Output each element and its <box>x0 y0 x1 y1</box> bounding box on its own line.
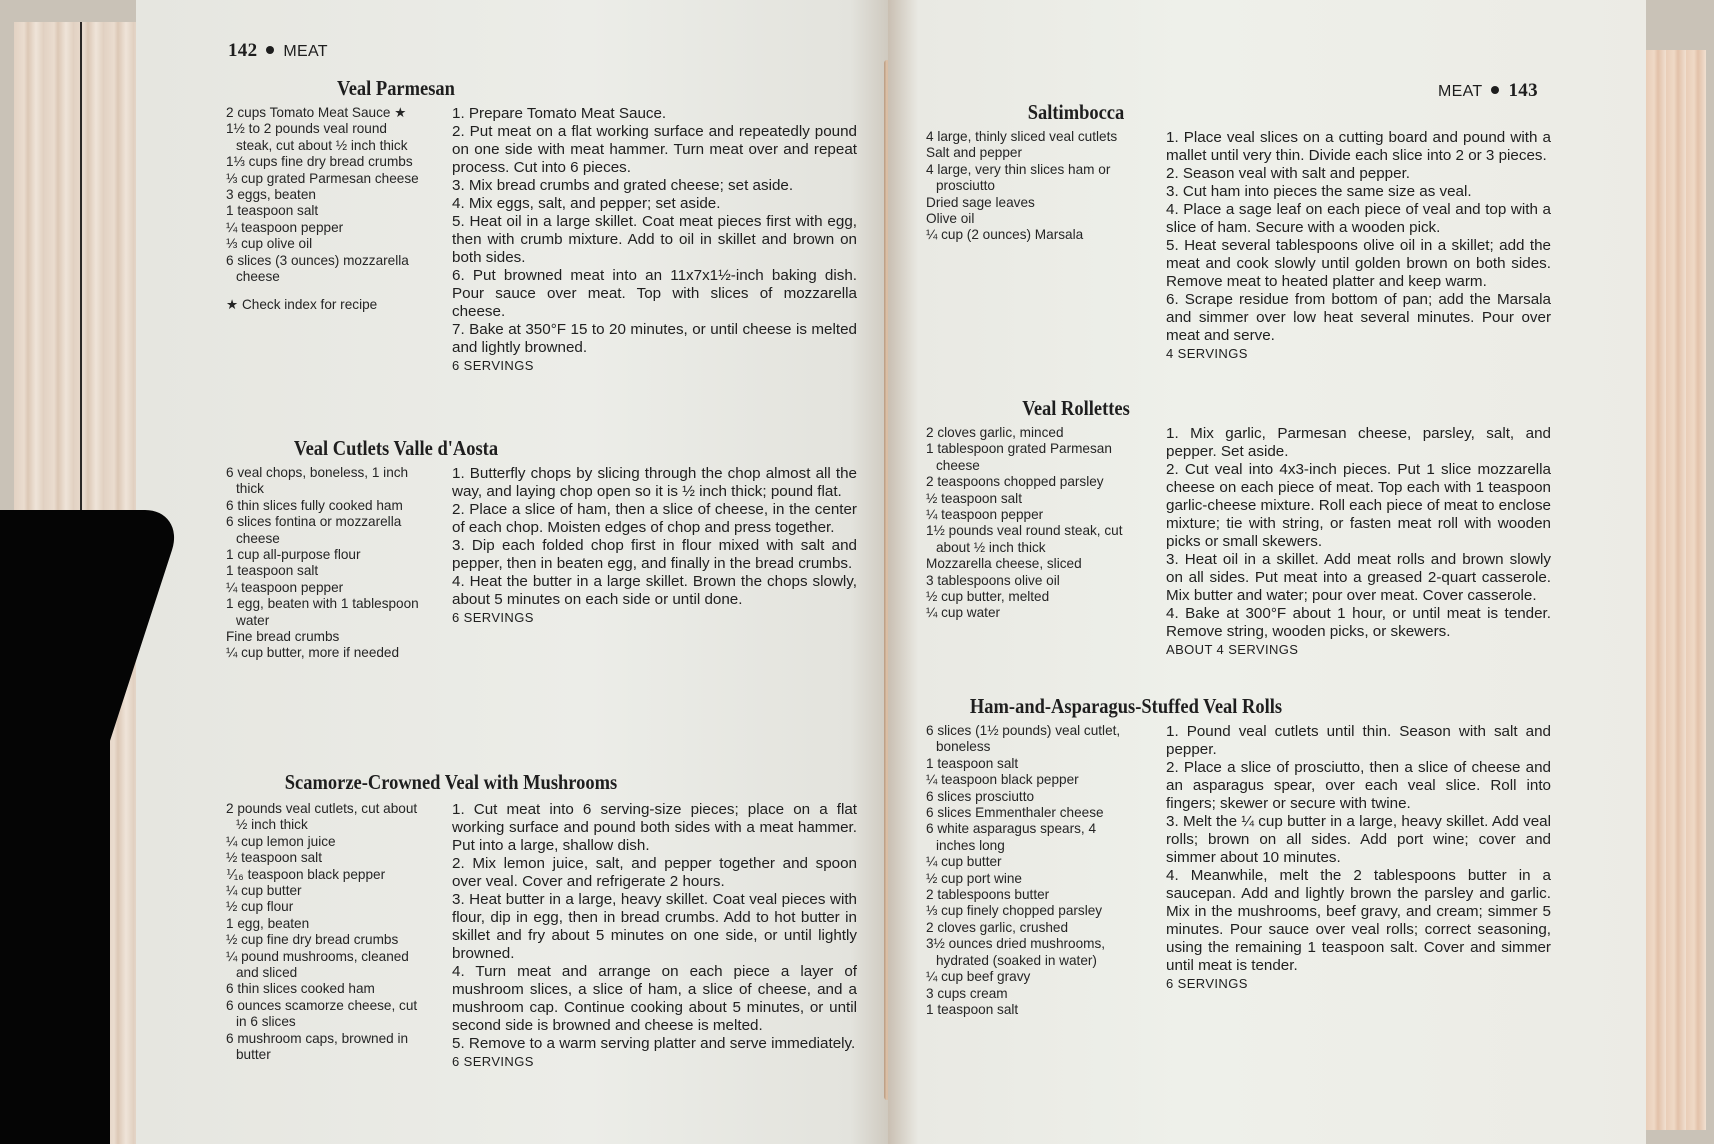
ingredient: 6 white asparagus spears, 4 inches long <box>926 821 1097 853</box>
ingredient: ¼ cup butter <box>926 854 1002 870</box>
ingredient: ¼ cup butter <box>226 883 302 899</box>
step-list <box>1166 425 1551 659</box>
step: 7. Bake at 350°F 15 to 20 minutes, or until cheese is melted and lightly browned. <box>452 321 857 356</box>
ingredient: 1½ pounds veal round steak, cut about ½ inch thick <box>926 523 1123 555</box>
ingredient: ⅓ cup grated Parmesan cheese <box>226 170 419 186</box>
step: 4. Heat the butter in a large skillet. Brown the chops slowly, about 5 minutes on each side or until done. <box>452 573 857 608</box>
bullet-icon <box>266 46 274 54</box>
left-page <box>136 0 888 1144</box>
recipe-title: Scamorze-Crowned Veal with Mushrooms <box>284 770 618 794</box>
right-page <box>888 0 1646 1144</box>
ingredient: 4 large, very thin slices ham or prosciutto <box>926 161 1111 194</box>
ingredient: ¼ pound mushrooms, cleaned and sliced <box>226 948 409 981</box>
ingredient: Olive oil <box>926 211 975 227</box>
ingredient: ⅟₁₆ teaspoon black pepper <box>226 866 386 882</box>
recipe-title: Veal Cutlets Valle d'Aosta <box>293 436 499 460</box>
step: 1. Butterfly chops by slicing through the chop almost all the way, and laying chop open so it is ½ inch thick; pound flat. <box>452 465 857 500</box>
ingredient: 6 slices (3 ounces) mozzarella cheese <box>226 252 409 285</box>
step: 2. Mix lemon juice, salt, and pepper together and spoon over veal. Cover and refrigerate 2 hours. <box>452 855 857 890</box>
recipe-title: Veal Parmesan <box>337 76 455 100</box>
servings: 6 SERVINGS <box>1166 976 1248 991</box>
step: 4. Bake at 300°F about 1 hour, or until meat is tender. Remove string, wooden picks, or skewers. <box>1166 605 1551 640</box>
step: 6. Put browned meat into an 11x7x1½-inch baking dish. Pour sauce over meat. Top with slices of mozzarella cheese. <box>452 267 857 320</box>
step: 5. Heat oil in a large skillet. Coat meat pieces first with egg, then with crumb mixture. Add to oil in skillet and brown on both sides. <box>452 213 857 266</box>
step: 4. Mix eggs, salt, and pepper; set aside. <box>452 195 721 212</box>
recipe-ham-asparagus-veal-rolls <box>926 694 1606 1018</box>
step: 2. Put meat on a flat working surface and repeatedly pound on one side with meat hammer. Turn meat over and repeat process. Cut into 6 pieces. <box>452 123 857 176</box>
step: 3. Heat butter in a large, heavy skillet. Coat veal pieces with flour, dip in egg, then in bread crumbs. Add to hot butter in skillet and fry about 5 minutes on one side, or until lightly browned. <box>452 891 857 962</box>
section-name: MEAT <box>283 43 328 60</box>
ingredient: 2 pounds veal cutlets, cut about ½ inch thick <box>226 801 418 833</box>
ingredient: ¼ teaspoon pepper <box>926 507 1044 523</box>
bullet-icon <box>1491 86 1499 94</box>
ingredient: 1½ to 2 pounds veal round steak, cut about ½ inch thick <box>226 121 408 153</box>
ingredient-list <box>926 425 1126 659</box>
section-name: MEAT <box>1438 83 1483 100</box>
step: 4. Meanwhile, melt the 2 tablespoons butter in a saucepan. Add and lightly brown the parsley and garlic. Mix in the mushrooms, beef gravy, and cream; simmer 5 minutes. Pour sauce over veal rolls; correct seasoning, using the remaining 1 teaspoon salt. Cover and simmer until meat is tender. <box>1166 867 1551 974</box>
step: 2. Place a slice of ham, then a slice of cheese, in the center of each chop. Moisten edges of chop and press together. <box>452 501 857 536</box>
ingredient: 2 cups Tomato Meat Sauce ★ <box>226 105 407 120</box>
ingredient: 1 tablespoon grated Parmesan cheese <box>926 441 1112 473</box>
step: 1. Cut meat into 6 serving-size pieces; place on a flat working surface and pound both sides with a meat hammer. Put into a large, shallow dish. <box>452 801 857 854</box>
ingredient: Fine bread crumbs <box>226 629 340 645</box>
ingredient: ¼ cup lemon juice <box>226 833 336 849</box>
ingredient: 2 teaspoons chopped parsley <box>926 474 1104 490</box>
ingredient: 1 teaspoon salt <box>226 203 319 219</box>
step: 3. Melt the ¼ cup butter in a large, heavy skillet. Add veal rolls; brown on all sides. Add port wine; cover and simmer about 10 minutes. <box>1166 813 1551 866</box>
right-running-head <box>1438 80 1538 102</box>
ingredient: ½ cup butter, melted <box>926 589 1050 605</box>
step: 3. Cut ham into pieces the same size as veal. <box>1166 183 1472 200</box>
recipe-title: Saltimbocca <box>1027 100 1125 124</box>
ingredient: Salt and pepper <box>926 145 1022 161</box>
ingredient: 2 cloves garlic, minced <box>926 425 1064 440</box>
servings: 4 SERVINGS <box>1166 346 1248 361</box>
recipe-veal-cutlets-valle-daosta <box>226 436 886 662</box>
step: 2. Season veal with salt and pepper. <box>1166 165 1411 182</box>
ingredient: 6 mushroom caps, browned in butter <box>226 1030 409 1063</box>
ingredient: 3 tablespoons olive oil <box>926 572 1060 588</box>
ingredient: 2 cloves garlic, crushed <box>926 919 1069 935</box>
step: 2. Cut veal into 4x3-inch pieces. Put 1 slice mozzarella cheese on each piece of meat. Top each with 1 teaspoon garlic-cheese mixture. Roll each piece of meat to enclose mixture; tie with string, or fasten meat roll with wooden picks or small skewers. <box>1166 461 1551 550</box>
step-list <box>452 105 857 375</box>
step-list <box>1166 129 1551 363</box>
recipe-veal-rollettes <box>926 396 1606 659</box>
ingredient: ½ cup port wine <box>926 870 1022 886</box>
ingredient: 6 thin slices cooked ham <box>226 981 375 997</box>
ingredient: ⅓ cup finely chopped parsley <box>926 903 1103 919</box>
ingredient: Mozzarella cheese, sliced <box>926 556 1082 572</box>
step: 6. Scrape residue from bottom of pan; add the Marsala and simmer over low heat several minutes. Pour over meat and serve. <box>1166 291 1551 344</box>
ingredient: 6 veal chops, boneless, 1 inch thick <box>226 465 409 497</box>
ingredient: 6 slices Emmenthaler cheese <box>926 805 1104 821</box>
step: 1. Place veal slices on a cutting board and pound with a mallet until very thin. Divide each slice into 2 or 3 pieces. <box>1166 129 1551 164</box>
recipe-saltimbocca <box>926 100 1606 363</box>
ingredient: Dried sage leaves <box>926 194 1035 210</box>
right-page-edges <box>1646 50 1706 1130</box>
step: 3. Heat oil in a skillet. Add meat rolls and brown slowly on all sides. Put meat into a greased 2-quart casserole. Mix butter and water; pour over meat. Cover casserole. <box>1166 551 1551 604</box>
page-number: 143 <box>1508 80 1538 101</box>
ingredient: 1 egg, beaten <box>226 915 310 931</box>
step: 1. Pound veal cutlets until thin. Season with salt and pepper. <box>1166 723 1551 758</box>
step-list <box>452 801 857 1071</box>
ingredient: 2 tablespoons butter <box>926 887 1050 903</box>
ingredient: 6 slices fontina or mozzarella cheese <box>226 514 402 546</box>
step: 4. Place a sage leaf on each piece of veal and top with a slice of ham. Secure with a wooden pick. <box>1166 201 1551 236</box>
ingredient-list <box>226 465 426 662</box>
servings: 6 SERVINGS <box>452 610 534 625</box>
footnote: ★ Check index for recipe <box>226 297 378 313</box>
ingredient: 4 large, thinly sliced veal cutlets <box>926 129 1118 144</box>
ingredient: 3 cups cream <box>926 985 1008 1001</box>
thumb-holding-page-base <box>0 600 110 1144</box>
servings: 6 SERVINGS <box>452 1054 534 1069</box>
ingredient: 6 slices prosciutto <box>926 788 1035 804</box>
ingredient-list <box>226 801 426 1071</box>
ingredient: 1 teaspoon salt <box>226 563 319 579</box>
ingredient: 1⅓ cups fine dry bread crumbs <box>226 154 413 170</box>
step-list <box>1166 723 1551 1018</box>
step-list <box>452 465 857 662</box>
step: 2. Place a slice of prosciutto, then a slice of cheese and an asparagus spear, over each veal slice. Roll into fingers; skewer or secure with twine. <box>1166 759 1551 812</box>
recipe-title: Veal Rollettes <box>1022 396 1130 420</box>
ingredient: 1 teaspoon salt <box>926 755 1019 771</box>
servings: ABOUT 4 SERVINGS <box>1166 642 1299 657</box>
ingredient: ½ cup flour <box>226 899 294 915</box>
ingredient: ½ cup fine dry bread crumbs <box>226 932 399 948</box>
ingredient-list <box>926 129 1126 363</box>
ingredient: ¼ cup (2 ounces) Marsala <box>926 227 1084 243</box>
ingredient: 6 slices (1½ pounds) veal cutlet, boneless <box>926 723 1121 755</box>
step: 1. Prepare Tomato Meat Sauce. <box>452 105 667 122</box>
ingredient: ½ teaspoon salt <box>926 490 1022 506</box>
ingredient: ¼ cup water <box>926 605 1001 621</box>
recipe-title: Ham-and-Asparagus-Stuffed Veal Rolls <box>969 694 1283 718</box>
step: 3. Mix bread crumbs and grated cheese; set aside. <box>452 177 794 194</box>
step: 5. Heat several tablespoons olive oil in a skillet; add the meat and cook slowly until golden brown on both sides. Remove meat to heated platter and keep warm. <box>1166 237 1551 290</box>
servings: 6 SERVINGS <box>452 358 534 373</box>
recipe-scamorze-crowned-veal <box>226 770 886 1071</box>
step: 1. Mix garlic, Parmesan cheese, parsley, salt, and pepper. Set aside. <box>1166 425 1551 460</box>
ingredient: ½ teaspoon salt <box>226 850 322 866</box>
ingredient: 1 egg, beaten with 1 tablespoon water <box>226 596 419 628</box>
page-number: 142 <box>228 40 258 61</box>
ingredient: 6 thin slices fully cooked ham <box>226 497 403 513</box>
ingredient: 1 cup all-purpose flour <box>226 547 361 563</box>
ingredient: ¼ teaspoon pepper <box>226 579 344 595</box>
ingredient: 3 eggs, beaten <box>226 187 316 203</box>
ingredient: ¼ cup butter, more if needed <box>226 645 400 661</box>
recipe-veal-parmesan <box>226 76 886 375</box>
ingredient: 6 ounces scamorze cheese, cut in 6 slices <box>226 997 418 1030</box>
step: 3. Dip each folded chop first in flour mixed with salt and pepper, then in beaten egg, and finally in the bread crumbs. <box>452 537 857 572</box>
ingredient: 3½ ounces dried mushrooms, hydrated (soaked in water) <box>926 936 1106 968</box>
ingredient-list <box>926 723 1126 1018</box>
ingredient-list <box>226 105 426 375</box>
ingredient: 1 teaspoon salt <box>926 1001 1019 1017</box>
ingredient: ⅓ cup olive oil <box>226 236 313 252</box>
ingredient: ¼ teaspoon pepper <box>226 219 344 235</box>
left-running-head <box>228 40 328 62</box>
step: 5. Remove to a warm serving platter and serve immediately. <box>452 1035 856 1052</box>
ingredient: ¼ teaspoon black pepper <box>926 772 1079 788</box>
step: 4. Turn meat and arrange on each piece a layer of mushroom slices, a slice of ham, a slice of cheese, and a mushroom cap. Continue cooking about 5 minutes, or until second side is browned and cheese is melted. <box>452 963 857 1034</box>
ingredient: ¼ cup beef gravy <box>926 969 1031 985</box>
